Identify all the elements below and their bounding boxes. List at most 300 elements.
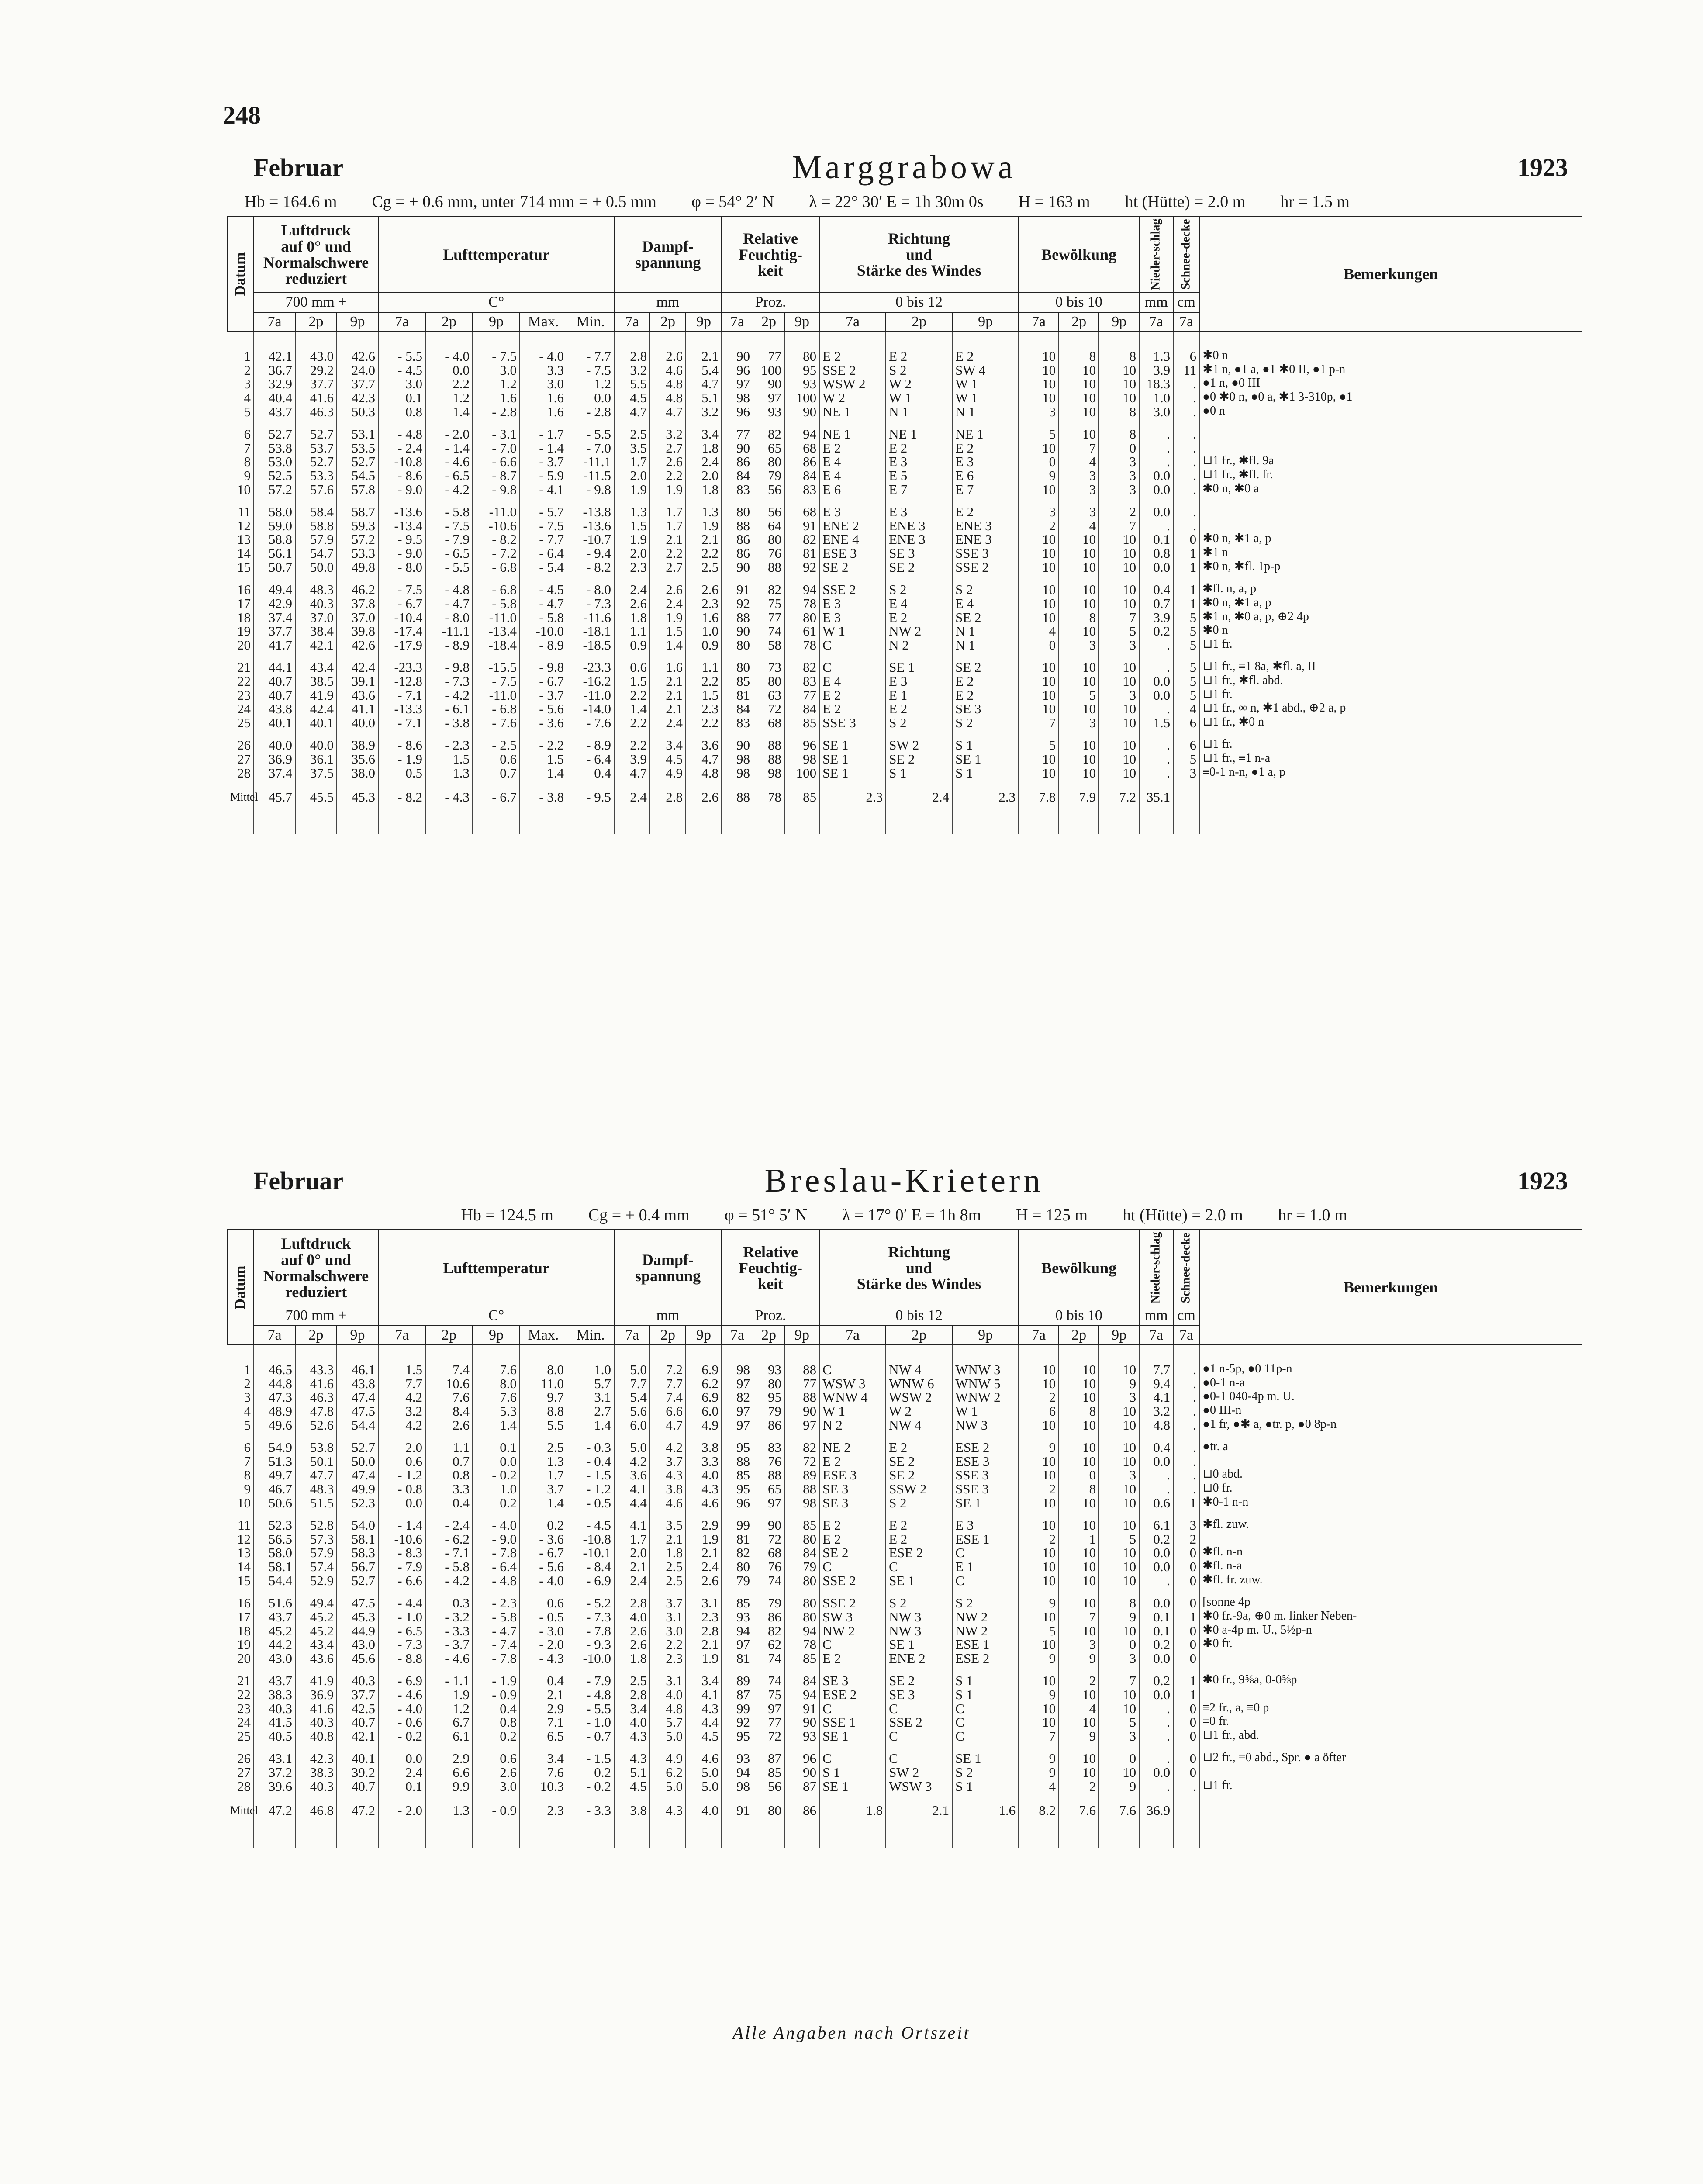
spacer-cell	[886, 1743, 952, 1752]
value-cell: 4.1	[686, 1688, 722, 1702]
value-cell: 1.0	[1139, 391, 1173, 405]
value-cell: 2.2	[686, 546, 722, 560]
value-cell: 4.3	[686, 1702, 722, 1716]
value-cell: E 2	[819, 1455, 886, 1469]
value-cell: - 2.8	[473, 405, 520, 419]
spacer-cell	[473, 1510, 520, 1518]
value-cell: 49.4	[295, 1596, 337, 1610]
time-header: 9p	[686, 1326, 722, 1345]
value-cell: 6.2	[686, 1377, 722, 1391]
spacer-cell	[520, 1587, 567, 1596]
value-cell: 0	[1173, 1729, 1199, 1743]
table-row	[228, 363, 1582, 377]
time-header: 7a	[722, 312, 753, 332]
spacer-cell	[650, 1665, 686, 1674]
mean-label: Mittel	[230, 790, 258, 803]
value-cell: 95	[784, 363, 819, 377]
value-cell: 6.0	[614, 1418, 650, 1432]
remarks-cell: ●0 ✱0 n, ●0 a, ✱1 3-310p, ●1	[1199, 391, 1582, 405]
day-number: 24	[237, 701, 251, 717]
value-cell: 43.4	[295, 660, 337, 674]
day-number: 20	[237, 637, 251, 653]
value-cell: 3.0	[520, 377, 567, 391]
station-parameter: φ = 54° 2′ N	[691, 193, 774, 211]
value-cell: - 6.5	[378, 1624, 425, 1638]
spacer-cell	[650, 1432, 686, 1441]
value-cell: - 9.5	[378, 532, 425, 546]
value-cell: - 4.0	[425, 349, 473, 363]
value-cell: 87	[753, 1752, 784, 1766]
value-cell: - 4.2	[425, 1574, 473, 1588]
bewoelkung-header: Bewölkung	[1019, 217, 1139, 293]
spacer-cell	[520, 1510, 567, 1518]
value-cell: 84	[784, 1546, 819, 1560]
value-cell: 10	[1059, 1715, 1099, 1729]
table-row	[228, 532, 1582, 546]
value-cell: S 2	[952, 583, 1019, 597]
value-cell: ESE 2	[819, 1688, 886, 1702]
value-cell: 10	[1099, 660, 1139, 674]
value-cell: - 8.0	[425, 611, 473, 625]
spacer-cell	[228, 729, 254, 738]
spacer-cell	[567, 1587, 614, 1596]
value-cell: 9.7	[520, 1390, 567, 1404]
value-cell: 10	[1059, 427, 1099, 441]
spacer-cell	[295, 496, 337, 505]
station-parameter: hr = 1.5 m	[1280, 193, 1350, 211]
spacer-cell	[520, 1665, 567, 1674]
remarks-cell: ⊔1 fr.	[1199, 688, 1582, 702]
value-cell: 43.8	[337, 1377, 378, 1391]
spacer-cell	[1099, 1587, 1139, 1596]
value-cell: 79	[753, 1404, 784, 1418]
value-cell: 0.0	[1139, 505, 1173, 519]
value-cell: - 4.5	[520, 583, 567, 597]
value-cell: 80	[753, 1377, 784, 1391]
value-cell: 42.6	[337, 349, 378, 363]
value-cell: 88	[722, 611, 753, 625]
day-number: 14	[237, 546, 251, 561]
value-cell: C	[952, 1546, 1019, 1560]
value-cell: 2.6	[425, 1418, 473, 1432]
spacer-cell	[1099, 1743, 1139, 1752]
day-number: 27	[237, 751, 251, 767]
spacer-cell	[337, 1665, 378, 1674]
spacer-cell	[819, 574, 886, 583]
value-cell: 37.7	[337, 1688, 378, 1702]
value-cell: 10	[1099, 1455, 1139, 1469]
value-cell: 0	[1173, 532, 1199, 546]
value-cell: 5.7	[567, 1377, 614, 1391]
value-cell: 4.5	[650, 752, 686, 766]
value-cell: -11.0	[473, 611, 520, 625]
value-cell: 63	[753, 688, 784, 702]
spacer-cell	[1139, 418, 1173, 427]
value-cell: 86	[722, 455, 753, 469]
value-cell: SSE 3	[819, 716, 886, 730]
mean-value: 7.6	[1059, 1793, 1099, 1824]
value-cell: 0.4	[1139, 583, 1173, 597]
value-cell: 3	[1059, 638, 1099, 652]
value-cell: 1.7	[520, 1468, 567, 1482]
value-cell: 2.1	[614, 1560, 650, 1574]
value-cell: 97	[753, 1702, 784, 1716]
value-cell: 2.4	[614, 583, 650, 597]
value-cell: - 2.5	[473, 738, 520, 752]
station-name: Breslau-Krietern	[764, 1162, 1044, 1199]
spacer-cell	[520, 496, 567, 505]
value-cell: 0.9	[614, 638, 650, 652]
value-cell: E 2	[886, 349, 952, 363]
value-cell: 40.4	[254, 391, 295, 405]
spacer-cell	[1099, 1510, 1139, 1518]
mean-value: 7.9	[1059, 780, 1099, 810]
value-cell: C	[819, 638, 886, 652]
luftdruck-header	[254, 217, 378, 293]
value-cell: E 2	[886, 611, 952, 625]
value-cell: - 4.7	[473, 1624, 520, 1638]
value-cell: NW 2	[952, 1610, 1019, 1624]
value-cell: - 2.3	[425, 738, 473, 752]
value-cell: 0	[1173, 1702, 1199, 1716]
spacer-cell	[1199, 810, 1582, 834]
value-cell: 0	[1173, 1624, 1199, 1638]
value-cell: .	[1173, 519, 1199, 533]
value-cell: 37.4	[254, 766, 295, 780]
value-cell: - 1.4	[425, 441, 473, 455]
value-cell: 3.2	[650, 427, 686, 441]
value-cell: 1	[1173, 583, 1199, 597]
spacer-cell	[567, 1510, 614, 1518]
value-cell: 43.6	[295, 1652, 337, 1666]
remarks-cell: ⊔1 fr., ✱fl. 9a	[1199, 455, 1582, 469]
spacer-cell	[1173, 418, 1199, 427]
value-cell: 53.8	[254, 441, 295, 455]
day-number: 4	[244, 1403, 251, 1419]
value-cell: 7.6	[520, 1766, 567, 1780]
value-cell: 40.7	[254, 688, 295, 702]
spacer-cell	[819, 1432, 886, 1441]
time-header: 7a	[1139, 1326, 1173, 1345]
time-header: Max.	[520, 1326, 567, 1345]
value-cell: E 4	[952, 597, 1019, 611]
value-cell: 10	[1099, 1702, 1139, 1716]
value-cell: 97	[722, 377, 753, 391]
spacer-cell	[722, 1587, 753, 1596]
spacer-cell	[1019, 1743, 1059, 1752]
value-cell: 4.5	[686, 1729, 722, 1743]
value-cell: - 7.6	[567, 716, 614, 730]
value-cell: 9.4	[1139, 1377, 1173, 1391]
value-cell: W 1	[952, 377, 1019, 391]
table-row	[228, 1610, 1582, 1624]
value-cell: 3	[1019, 505, 1059, 519]
value-cell: 41.7	[254, 638, 295, 652]
spacer-cell	[1099, 418, 1139, 427]
mean-value: 2.4	[886, 780, 952, 810]
value-cell: 1.9	[686, 1532, 722, 1546]
spacer-cell	[473, 418, 520, 427]
value-cell: 50.6	[254, 1496, 295, 1510]
value-cell: - 3.6	[520, 716, 567, 730]
spacer-cell	[1173, 652, 1199, 660]
spacer-cell	[254, 1345, 295, 1363]
value-cell: 4.9	[686, 1418, 722, 1432]
value-cell: 98	[722, 1363, 753, 1377]
spacer-cell	[254, 1743, 295, 1752]
value-cell: 43.6	[337, 688, 378, 702]
remarks-cell: ✱0-1 n-n	[1199, 1496, 1582, 1510]
luftdruck-header-line: reduziert	[285, 270, 347, 287]
table-row	[228, 674, 1582, 688]
value-cell: 9	[1099, 1377, 1139, 1391]
value-cell: .	[1173, 1441, 1199, 1455]
value-cell: 1.0	[567, 1363, 614, 1377]
value-cell: 2.7	[650, 441, 686, 455]
datum-header: Datum	[228, 1230, 254, 1345]
spacer-cell	[1059, 1345, 1099, 1363]
table-row	[228, 638, 1582, 652]
value-cell: 0	[1099, 1638, 1139, 1652]
value-cell: 57.8	[337, 483, 378, 497]
value-cell: 0.4	[567, 766, 614, 780]
value-cell: 6	[1173, 738, 1199, 752]
value-cell: 10	[1019, 1610, 1059, 1624]
value-cell: 80	[753, 532, 784, 546]
spacer-cell	[819, 1345, 886, 1363]
station-parameter: H = 163 m	[1018, 193, 1090, 211]
value-cell: 58.3	[337, 1546, 378, 1560]
value-cell: 97	[722, 1638, 753, 1652]
value-cell: 2.6	[473, 1766, 520, 1780]
spacer-cell	[614, 1743, 650, 1752]
value-cell: .	[1173, 427, 1199, 441]
value-cell: 1.6	[686, 611, 722, 625]
spacer-cell	[686, 1824, 722, 1848]
station-params	[227, 1201, 1581, 1229]
value-cell: 3.9	[1139, 611, 1173, 625]
spacer-cell	[295, 332, 337, 349]
day-number: 19	[237, 623, 251, 639]
mean-value: 2.6	[686, 780, 722, 810]
value-cell: 53.7	[295, 441, 337, 455]
value-cell: 1.7	[614, 1532, 650, 1546]
value-cell: 37.7	[295, 377, 337, 391]
mean-value: 8.2	[1019, 1793, 1059, 1824]
spacer-cell	[1019, 810, 1059, 834]
day-number: 2	[244, 362, 251, 378]
value-cell: - 4.0	[378, 1702, 425, 1716]
value-cell: 3.3	[520, 363, 567, 377]
value-cell: 42.3	[295, 1752, 337, 1766]
value-cell: - 6.4	[567, 752, 614, 766]
value-cell: 3.1	[650, 1674, 686, 1688]
day-number: 8	[244, 454, 251, 470]
value-cell: SE 3	[952, 702, 1019, 716]
spacer-cell	[295, 1510, 337, 1518]
mean-value: 1.3	[425, 1793, 473, 1824]
spacer-cell	[295, 810, 337, 834]
value-cell: - 3.6	[520, 1532, 567, 1546]
value-cell: E 4	[819, 469, 886, 483]
value-cell: 2	[1019, 1482, 1059, 1496]
value-cell: 2.0	[614, 469, 650, 483]
value-cell: 4.9	[650, 1752, 686, 1766]
value-cell: 4.6	[686, 1496, 722, 1510]
value-cell: 10	[1059, 1441, 1099, 1455]
value-cell: 10	[1099, 1482, 1139, 1496]
spacer-cell	[1019, 1824, 1059, 1848]
value-cell: 10.6	[425, 1377, 473, 1391]
value-cell: 0	[1173, 1766, 1199, 1780]
value-cell: 2.2	[650, 469, 686, 483]
value-cell: 2.5	[650, 1574, 686, 1588]
value-cell: 87	[784, 1780, 819, 1794]
value-cell: WNW 3	[952, 1363, 1019, 1377]
value-cell: W 1	[886, 391, 952, 405]
value-cell: 10	[1099, 1441, 1139, 1455]
value-cell: - 7.8	[567, 1624, 614, 1638]
spacer-cell	[425, 1587, 473, 1596]
value-cell: -10.8	[378, 455, 425, 469]
value-cell: 9	[1019, 1652, 1059, 1666]
value-cell: ENE 3	[952, 532, 1019, 546]
value-cell: 8	[1099, 1596, 1139, 1610]
value-cell: 0	[1173, 1546, 1199, 1560]
value-cell: - 7.7	[567, 349, 614, 363]
mean-value: 3.8	[614, 1793, 650, 1824]
value-cell: 0.0	[1139, 688, 1173, 702]
value-cell: 1.3	[1139, 349, 1173, 363]
value-cell: E 4	[819, 674, 886, 688]
value-cell: 1.7	[650, 505, 686, 519]
dampf-header	[614, 217, 722, 293]
value-cell: NE 1	[886, 427, 952, 441]
value-cell: - 7.3	[425, 674, 473, 688]
value-cell: 1.5	[425, 752, 473, 766]
value-cell: 5	[1099, 624, 1139, 638]
value-cell: 11	[1173, 363, 1199, 377]
value-cell: SSW 2	[886, 1482, 952, 1496]
value-cell: 80	[753, 455, 784, 469]
value-cell: -12.8	[378, 674, 425, 688]
spacer-cell	[722, 496, 753, 505]
time-header: Min.	[567, 312, 614, 332]
mean-value: 4.0	[686, 1793, 722, 1824]
value-cell: 10	[1099, 546, 1139, 560]
value-cell: - 6.8	[473, 702, 520, 716]
spacer-cell	[1199, 574, 1582, 583]
value-cell: S 2	[886, 583, 952, 597]
value-cell: 2.8	[614, 349, 650, 363]
value-cell: 4.2	[614, 1455, 650, 1469]
niederschlag-header: Nieder-schlag	[1139, 1230, 1173, 1306]
spacer-cell	[567, 729, 614, 738]
table-row	[228, 505, 1582, 519]
value-cell: 7.6	[473, 1390, 520, 1404]
value-cell: 46.3	[295, 1390, 337, 1404]
value-cell: 35.6	[337, 752, 378, 766]
spacer-cell	[337, 574, 378, 583]
spacer-cell	[425, 496, 473, 505]
value-cell: 3.7	[650, 1455, 686, 1469]
value-cell: - 7.7	[520, 532, 567, 546]
spacer-cell	[1139, 1665, 1173, 1674]
spacer-cell	[819, 1824, 886, 1848]
time-header: 7a	[722, 1326, 753, 1345]
spacer-cell	[567, 332, 614, 349]
spacer-cell	[425, 1743, 473, 1752]
value-cell: 1	[1173, 546, 1199, 560]
value-cell: 41.9	[295, 1674, 337, 1688]
spacer-cell	[1139, 652, 1173, 660]
value-cell: - 0.3	[567, 1441, 614, 1455]
value-cell: 10	[1019, 1518, 1059, 1532]
value-cell: 4.6	[686, 1752, 722, 1766]
remarks-cell: ✱0 n, ✱1 a, p	[1199, 597, 1582, 611]
spacer-cell	[337, 1587, 378, 1596]
day-number: 25	[237, 715, 251, 730]
value-cell: 2.3	[686, 702, 722, 716]
value-cell: 0.8	[473, 1715, 520, 1729]
value-cell: 77	[753, 349, 784, 363]
spacer-cell	[686, 652, 722, 660]
value-cell: E 2	[819, 1652, 886, 1666]
value-cell: -13.4	[378, 519, 425, 533]
value-cell: -14.0	[567, 702, 614, 716]
spacer-cell	[1059, 1824, 1099, 1848]
value-cell: 2.2	[686, 716, 722, 730]
spacer-cell	[228, 574, 254, 583]
value-cell: 82	[722, 1390, 753, 1404]
remarks-cell: ●tr. a	[1199, 1441, 1582, 1455]
value-cell: ESE 3	[819, 1468, 886, 1482]
value-cell: 10	[1059, 1560, 1099, 1574]
spacer-cell	[722, 332, 753, 349]
value-cell: - 4.5	[378, 363, 425, 377]
spacer-cell	[753, 810, 784, 834]
spacer-cell	[686, 729, 722, 738]
value-cell: 75	[753, 1688, 784, 1702]
value-cell: 96	[784, 738, 819, 752]
spacer-cell	[784, 1824, 819, 1848]
value-cell: SSE 1	[819, 1715, 886, 1729]
spacer-cell	[686, 1587, 722, 1596]
value-cell: 0.8	[1139, 546, 1173, 560]
spacer-cell	[686, 496, 722, 505]
value-cell: 65	[753, 441, 784, 455]
spacer-cell	[1173, 810, 1199, 834]
spacer-cell	[1059, 810, 1099, 834]
value-cell: - 2.0	[425, 427, 473, 441]
value-cell: - 5.5	[425, 560, 473, 574]
value-cell: 1.3	[686, 505, 722, 519]
remarks-cell: ✱fl. fr. zuw.	[1199, 1574, 1582, 1588]
value-cell: NE 1	[819, 427, 886, 441]
remarks-cell: ✱0 n	[1199, 624, 1582, 638]
spacer-cell	[722, 1824, 753, 1848]
time-header: 7a	[254, 312, 295, 332]
value-cell: 1	[1059, 1532, 1099, 1546]
value-cell: SE 1	[952, 1752, 1019, 1766]
table-row	[228, 349, 1582, 363]
value-cell: - 7.6	[473, 716, 520, 730]
value-cell: 49.7	[254, 1468, 295, 1482]
time-header: 2p	[295, 1326, 337, 1345]
value-cell: 42.5	[337, 1702, 378, 1716]
value-cell: 92	[784, 560, 819, 574]
value-cell: 58	[753, 638, 784, 652]
